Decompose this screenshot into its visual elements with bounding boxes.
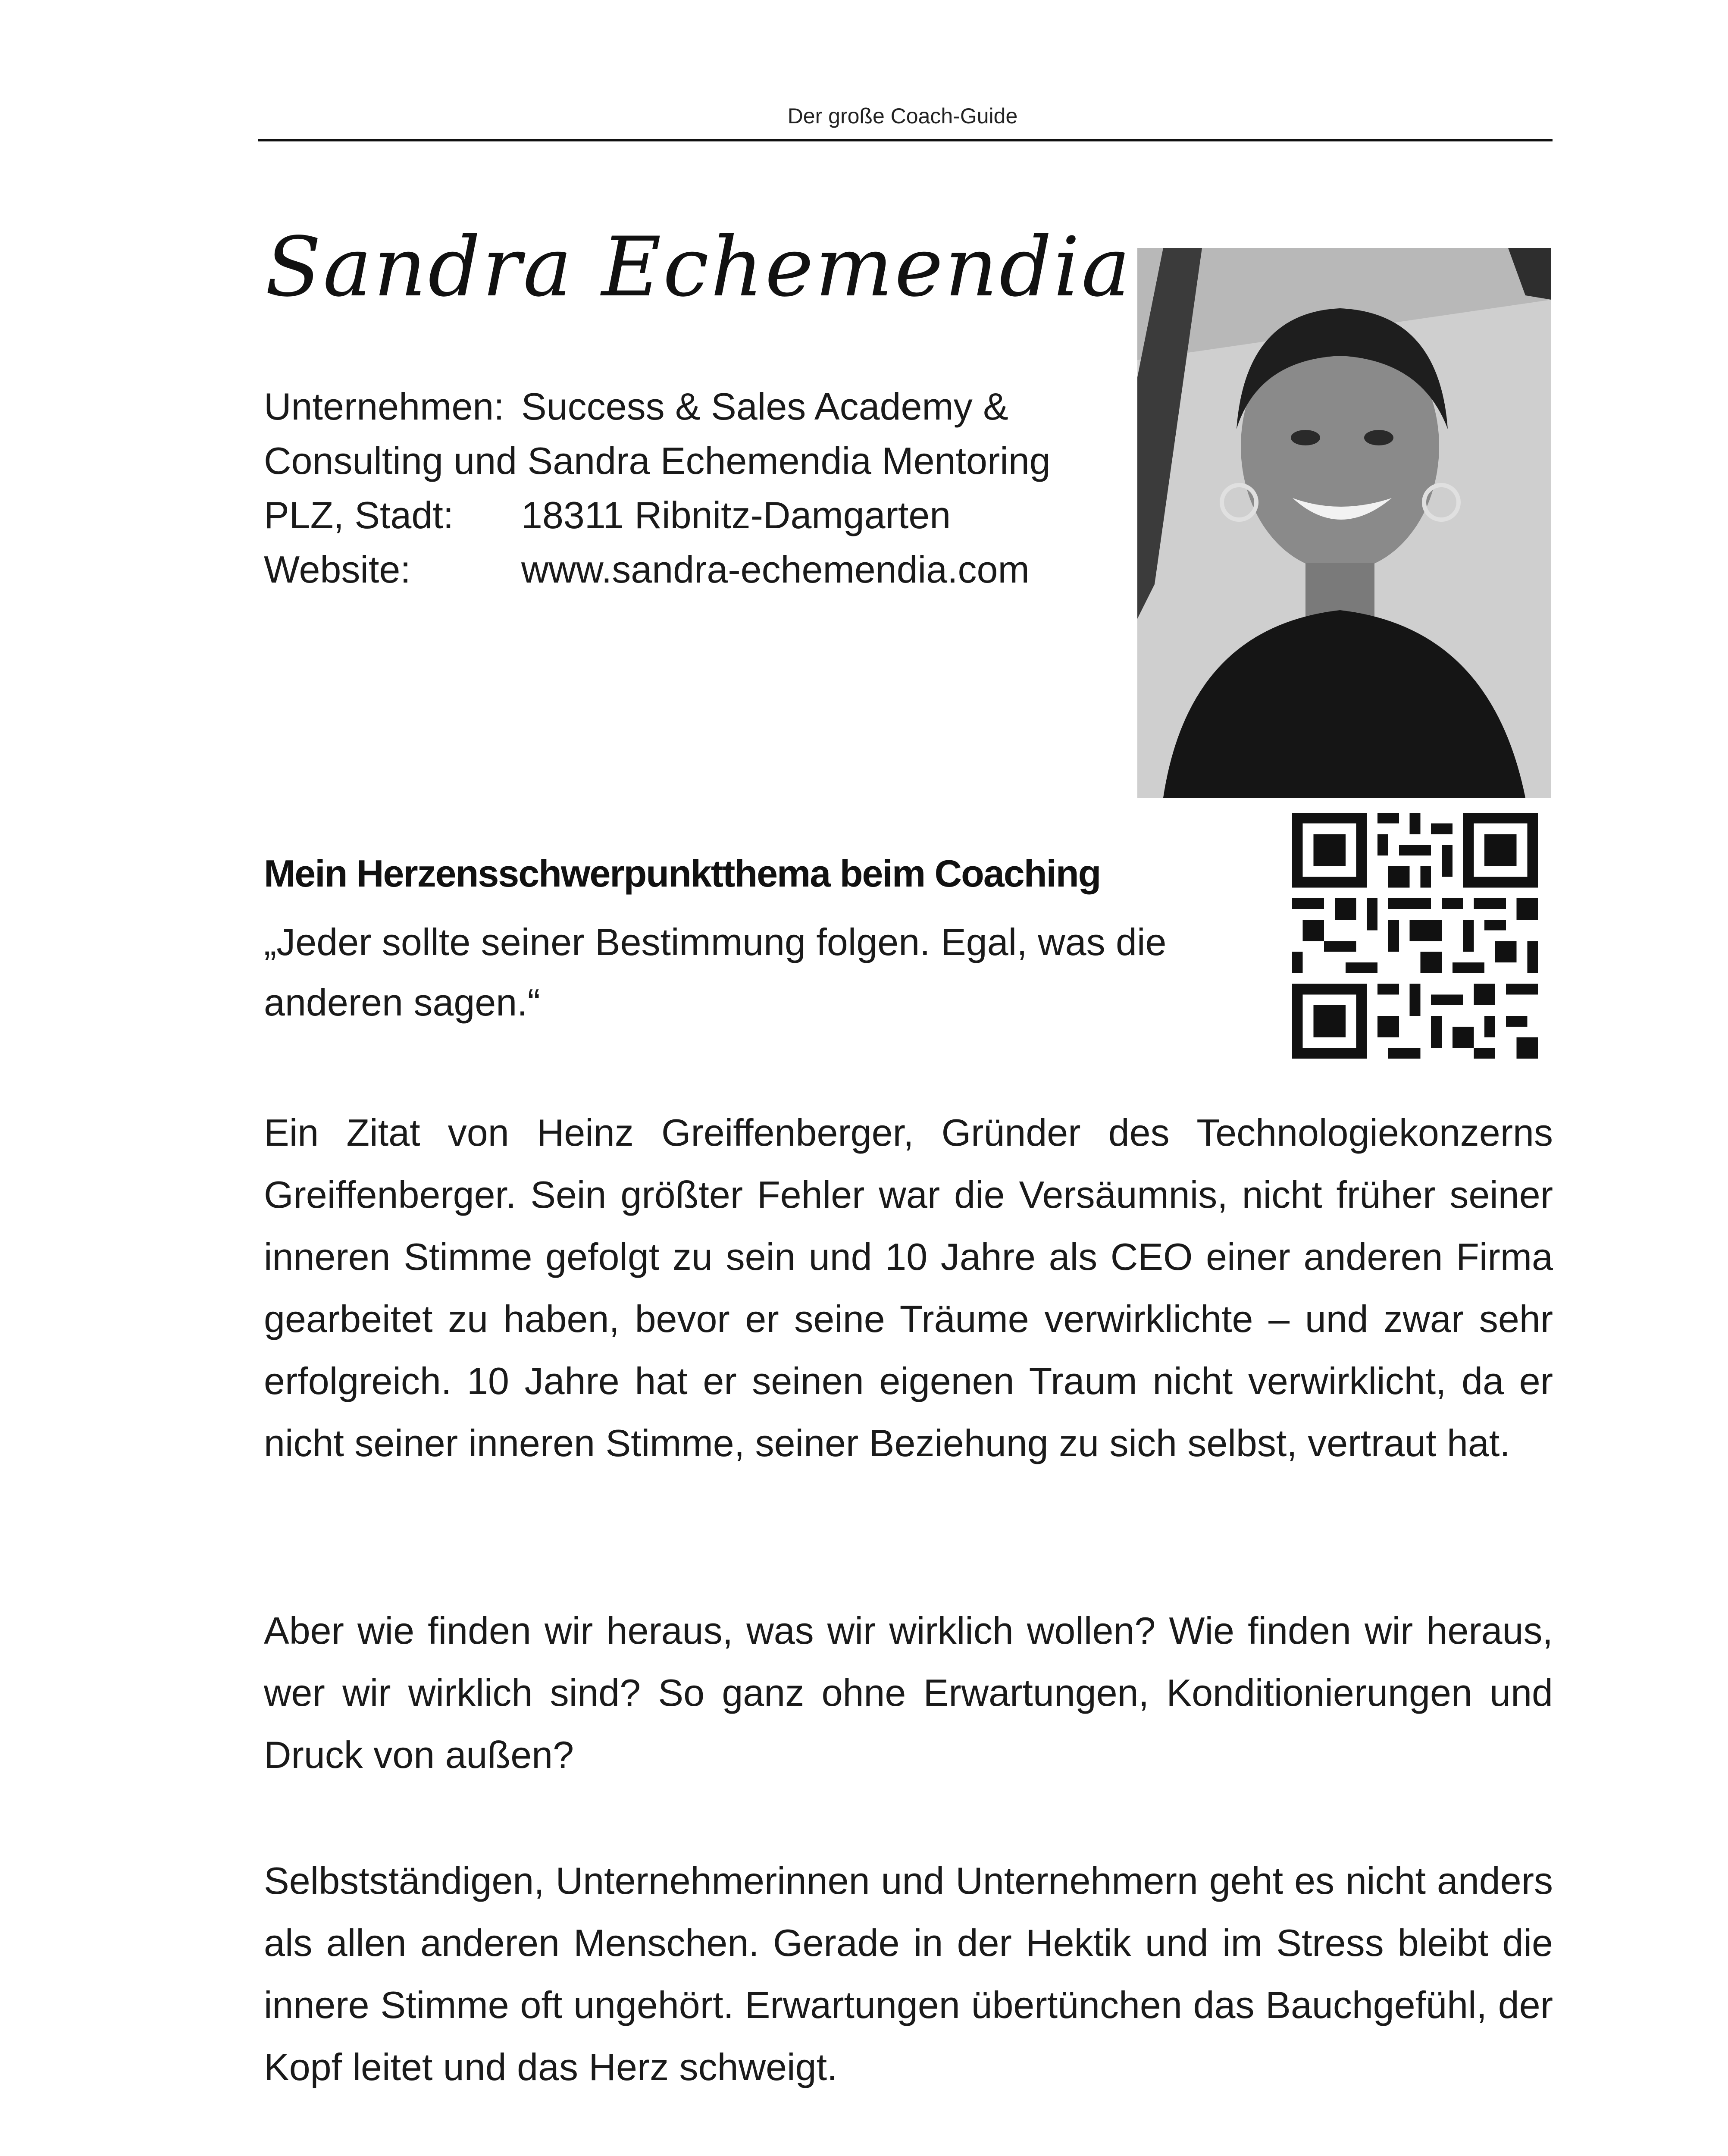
profile-info xyxy=(264,379,1051,597)
info-value: Consulting und Sandra Echemendia Mentoring xyxy=(264,439,1051,482)
body-paragraph: Selbstständigen, Unternehmerinnen und Unternehmern geht es nicht anders als allen anderen Menschen. Gerade in der Hektik und im Stress bleibt die innere Stimme oft ungehört. Erwartungen übertünchen das Bauchgefühl, der Kopf leitet und das Herz schweigt. xyxy=(264,1859,1553,2088)
info-value: 18311 Ribnitz-Damgarten xyxy=(521,494,951,536)
qr-code[interactable] xyxy=(1277,802,1553,1069)
body-paragraph: Ein Zitat von Heinz Greiffenberger, Gründer des Technologiekonzerns Greiffenberger. Sein größter Fehler war die Versäumnis, nicht früher seiner inneren Stimme gefolgt zu sein und 10 Jahre als CEO einer anderen Firma gearbeitet zu haben, bevor er seine Träume verwirklichte – und zwar sehr erfolgreich. 10 Jahre hat er seinen eigenen Traum nicht verwirklicht, da er nicht seiner inneren Stimme, seiner Beziehung zu sich selbst, vertraut hat. xyxy=(264,1111,1553,1464)
info-row-company xyxy=(264,379,1051,434)
info-value: Success & Sales Academy & xyxy=(521,385,1008,428)
info-label: PLZ, Stadt: xyxy=(264,494,454,536)
info-row-website xyxy=(264,542,1051,597)
portrait-photo xyxy=(1137,248,1551,798)
section-heading: Mein Herzensschwerpunktthema beim Coaching xyxy=(264,852,1101,895)
info-row-company-cont xyxy=(264,434,1051,488)
running-header: Der große Coach-Guide xyxy=(787,104,1018,128)
info-label: Website: xyxy=(264,548,411,591)
body-paragraph: Aber wie finden wir heraus, was wir wirklich wollen? Wie finden wir heraus, wer wir wirklich sind? So ganz ohne Erwartungen, Konditionierungen und Druck von außen? xyxy=(264,1609,1553,1776)
signature-name: Sandra Echemendia xyxy=(265,219,1132,315)
header-rule xyxy=(258,139,1553,141)
info-label: Unternehmen: xyxy=(264,385,504,428)
info-row-city xyxy=(264,488,1051,542)
section-quote: „Jeder sollte seiner Bestimmung folgen. Egal, was die anderen sagen.“ xyxy=(264,921,1167,1024)
website-link[interactable]: www.sandra-echemendia.com xyxy=(521,548,1030,591)
